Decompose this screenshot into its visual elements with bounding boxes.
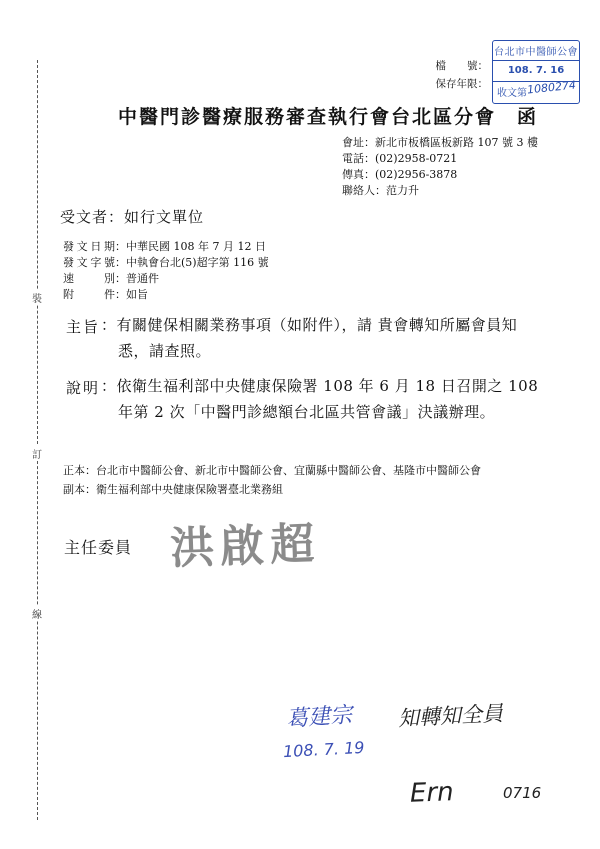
stamp-org: 台北市中醫師公會 [494, 47, 578, 58]
document-title: 中醫門診醫療服務審查執行會台北區分會 函 [118, 106, 539, 128]
handwritten-signature-black: Ern [409, 777, 455, 809]
meta-value: ：普通件 [115, 272, 159, 285]
meta-label: 發文字號 [63, 256, 115, 269]
binding-char-ding: 訂 [30, 446, 44, 461]
subject-label: 主旨 [66, 318, 98, 336]
handwritten-note: 知轉知全員 [397, 701, 504, 731]
contact-phone: 電話：(02)2958-0721 [342, 152, 458, 165]
handwritten-date-blue: 108. 7. 19 [282, 737, 365, 762]
handwritten-date-black: 0716 [503, 784, 542, 802]
meta-row-speed [63, 270, 159, 286]
binding-char-xian: 線 [30, 606, 44, 621]
file-no-label: 檔 號： [435, 60, 488, 72]
meta-value: ：中華民國 108 年 7 月 12 日 [115, 240, 266, 253]
subject-line-1: ：有關健保相關業務事項（如附件），請 貴會轉知所屬會員知 [101, 316, 518, 334]
handwritten-signature-blue: 葛建宗 [285, 702, 353, 733]
signature-seal: 洪啟超 [169, 518, 322, 575]
meta-label: 速別 [63, 272, 115, 285]
binding-line [37, 60, 38, 820]
recipient-value: 如行文單位 [124, 208, 205, 226]
explanation-line-1: ：依衛生福利部中央健康保險署 108 年 6 月 18 日召開之 108 [101, 377, 539, 395]
contact-fax: 傳真：(02)2956-3878 [342, 168, 458, 181]
explanation-label: 說明 [66, 379, 98, 397]
meta-row-attachment [63, 286, 148, 302]
main-copy: 正本：台北市中醫師公會、新北市中醫師公會、宜蘭縣中醫師公會、基隆市中醫師公會 [63, 464, 481, 477]
retention-label: 保存年限： [435, 78, 488, 90]
binding-char-zhuang: 裝 [30, 290, 44, 305]
signer-title: 主任委員 [64, 538, 133, 557]
contact-person: 聯絡人：范力升 [342, 184, 419, 197]
contact-address: 會址：新北市板橋區板新路 107 號 3 樓 [342, 136, 538, 149]
stamp-date: 108. 7. 16 [507, 65, 565, 76]
stamp-receipt-number: 1080274 [526, 78, 577, 97]
receipt-stamp [492, 40, 580, 104]
meta-label: 發文日期 [63, 240, 115, 253]
meta-value: ：如旨 [115, 288, 148, 301]
recipient [60, 206, 204, 227]
stamp-divider [493, 60, 579, 61]
subject-line-2: 悉，請查照。 [118, 342, 212, 360]
explanation-line-2: 年第 2 次「中醫門診總額台北區共管會議」決議辦理。 [118, 403, 496, 421]
stamp-receipt-label: 收文第 [497, 88, 527, 99]
carbon-copy: 副本：衛生福利部中央健康保險署臺北業務組 [63, 483, 283, 496]
meta-row-date [63, 238, 266, 254]
meta-label: 附件 [63, 288, 115, 301]
meta-row-number [63, 254, 269, 270]
recipient-label: 受文者： [60, 208, 125, 226]
meta-value: ：中執會台北(5)超字第 116 號 [115, 256, 269, 269]
